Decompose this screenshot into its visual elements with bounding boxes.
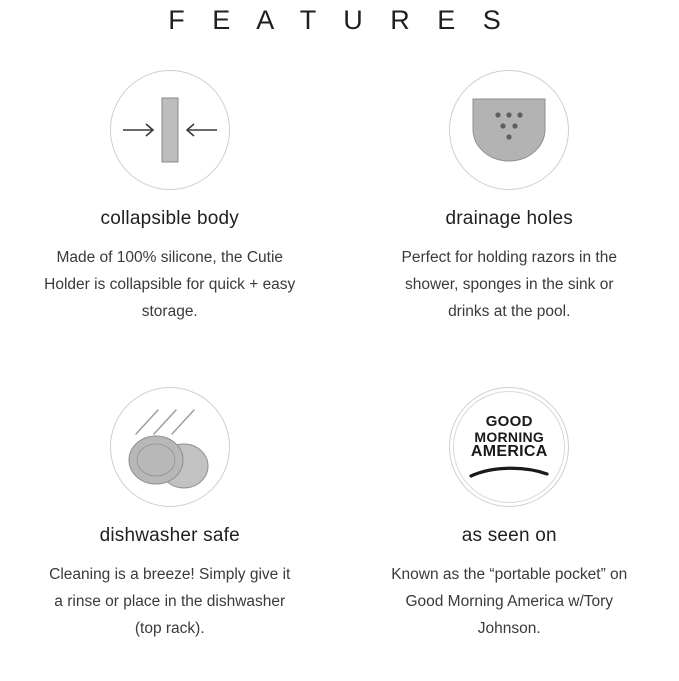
drainage-holes-icon: [449, 70, 569, 190]
feature-description: Perfect for holding razors in the shower, sponges in the sink or drinks at the pool.: [383, 244, 635, 325]
gma-line-3: AMERICA: [471, 444, 548, 461]
feature-as-seen-on: [340, 365, 679, 681]
feature-title: as seen on: [462, 525, 557, 547]
dishwasher-safe-icon: [110, 387, 230, 507]
good-morning-america-logo: [449, 387, 569, 507]
feature-collapsible-body: [0, 48, 340, 365]
gma-line-1: GOOD: [486, 414, 533, 430]
drainage-holes-glyph: [467, 93, 551, 167]
feature-description: Cleaning is a breeze! Simply give it a rinse or place in the dishwasher (top rack).: [44, 561, 296, 642]
feature-description: Made of 100% silicone, the Cutie Holder is collapsible for quick + easy storage.: [44, 244, 296, 325]
feature-drainage-holes: [340, 48, 679, 365]
collapsible-body-glyph: [115, 95, 225, 165]
feature-description: Known as the “portable pocket” on Good Morning America w/Tory Johnson.: [383, 561, 635, 642]
feature-title: drainage holes: [446, 208, 573, 230]
collapsible-body-icon: [110, 70, 230, 190]
feature-title: dishwasher safe: [100, 525, 240, 547]
gma-swoosh-icon: [469, 465, 549, 479]
gma-line-2: MORNING: [474, 430, 544, 445]
feature-dishwasher-safe: [0, 365, 340, 681]
gma-badge: [453, 391, 565, 503]
dishwasher-safe-glyph: [118, 400, 222, 494]
feature-title: collapsible body: [101, 208, 239, 230]
features-grid: [0, 48, 679, 681]
page-title: F E A T U R E S: [0, 0, 679, 48]
